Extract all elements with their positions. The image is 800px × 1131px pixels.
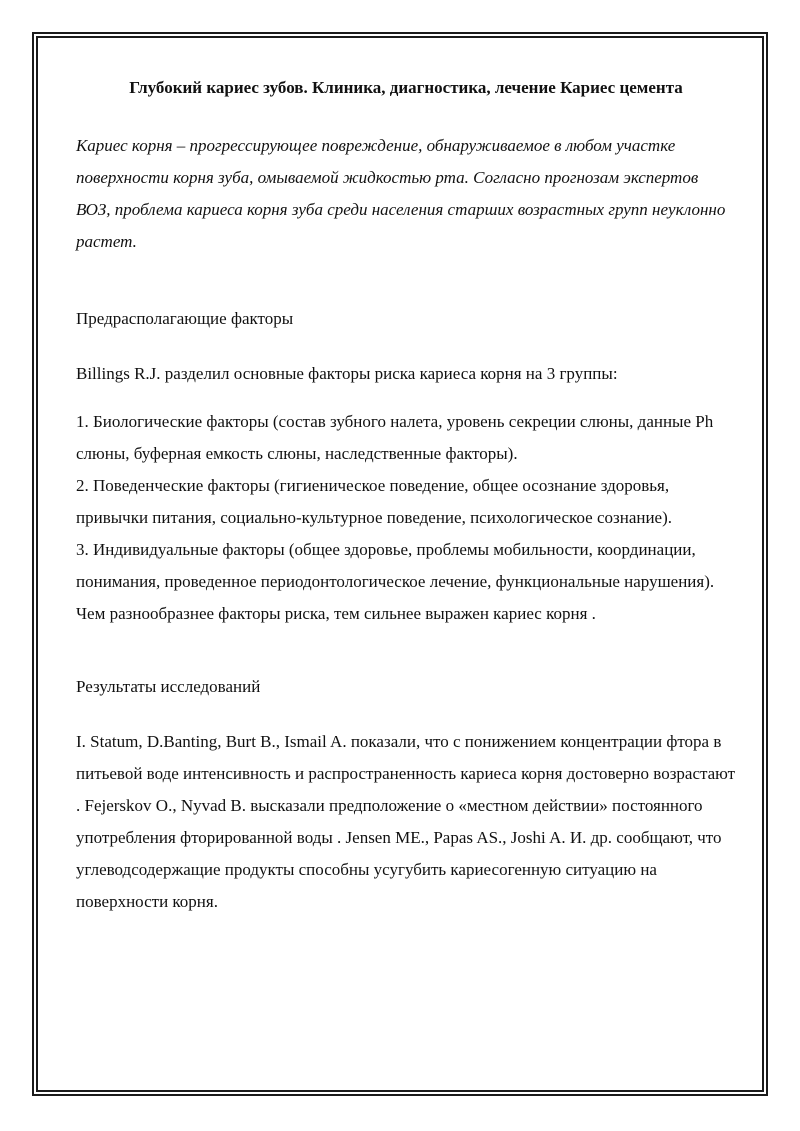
intro-paragraph: Кариес корня – прогрессирующее повреждение, обнаруживаемое в любом участке поверхности корня зуба, омываемой жидкостью рта. Согласно прогнозам экспертов ВОЗ, проблема кариеса корня зуба среди населения старших возрастных групп неуклонно растет. xyxy=(76,136,726,251)
document-body xyxy=(76,76,736,918)
factors-lead-paragraph: Billings R.J. разделил основные факторы риска кариеса корня на 3 группы: xyxy=(76,364,618,383)
factor-item-behavioral: 2. Поведенческие факторы (гигиеническое поведение, общее осознание здоровья, привычки питания, социально-культурное поведение, психологическое сознание). xyxy=(76,476,673,527)
factor-item-individual: 3. Индивидуальные факторы (общее здоровье, проблемы мобильности, координации, понимания, проведенное периодонтологическое лечение, функциональные нарушения). Чем разнообразнее факторы риска, тем сильнее выражен кариес корня . xyxy=(76,540,715,623)
factor-item-biological: 1. Биологические факторы (состав зубного налета, уровень секреции слюны, данные Ph слюны, буферная емкость слюны, наследственные факторы). xyxy=(76,412,714,463)
section-heading-results: Результаты исследований xyxy=(76,677,261,696)
research-paragraph: I. Statum, D.Banting, Burt B., Ismail A. показали, что с понижением концентрации фтора в питьевой воде интенсивность и распространенность кариеса корня достоверно возрастают . Fejerskov O., Nyvad B. высказали предположение о «местном действии» постоянного употребления фторированной воды . Jensen ME., Papas AS., Joshi A. И. др. сообщают, что углеводсодержащие продукты способны усугубить кариесогенную ситуацию на поверхности корня. xyxy=(76,732,736,911)
document-title: Глубокий кариес зубов. Клиника, диагностика, лечение Кариес цемента xyxy=(129,78,683,97)
section-heading-factors: Предрасполагающие факторы xyxy=(76,309,294,328)
factors-list xyxy=(76,406,736,630)
